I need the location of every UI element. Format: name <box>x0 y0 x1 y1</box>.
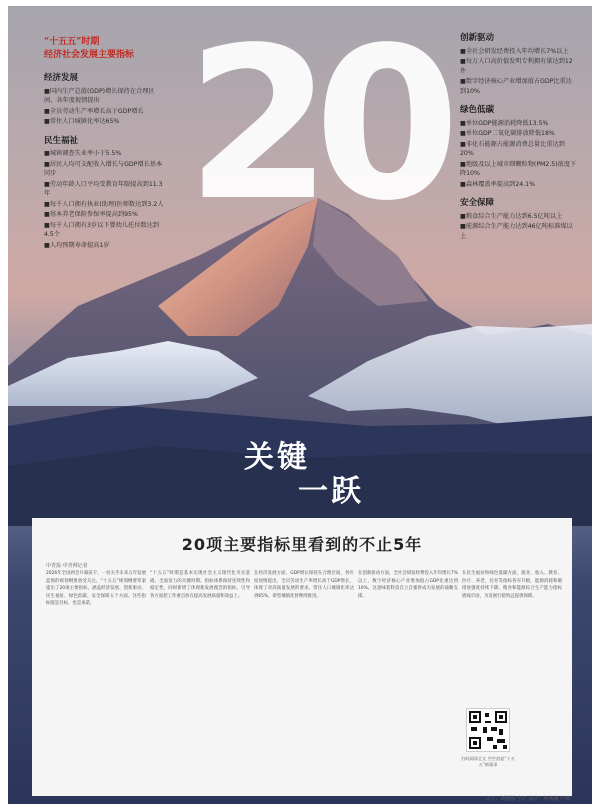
slogan-line-1: 关键 <box>244 440 310 475</box>
section-innovation <box>460 34 578 96</box>
section-green-low-carbon <box>460 106 578 189</box>
right-indicator-column <box>460 34 578 251</box>
section-title: 创新驱动 <box>460 33 495 43</box>
indicator-item: ■每千人口拥有执业(助理)医师数达到3.2人 <box>44 200 164 208</box>
article-column-3: 在经济发展方面，GDP增长保持在合理区间，各年度视情提出。全员劳动生产率增长高于GDP增长，体现了对高质量发展的要求。常住人口城镇化率达到65%，新型城镇化将继续推进。 <box>254 571 354 599</box>
indicator-item: ■单位GDP二氧化碳排放降低18% <box>460 130 555 137</box>
indicator-item: ■常住人口城镇化率达65% <box>44 118 120 125</box>
article-panel <box>32 518 572 796</box>
page-header <box>44 36 134 62</box>
indicator-item: ■居民人均可支配收入增长与GDP增长基本同步 <box>44 160 163 177</box>
indicator-item: ■全员劳动生产率增长高于GDP增长 <box>44 107 144 115</box>
indicator-item: ■森林覆盖率提高到24.1% <box>460 180 536 188</box>
credits-line: 文字：刘强强 宁江 设计：林满满 卢琦 <box>485 796 570 802</box>
qr-caption: 扫码阅读全文 空空浪起“十五五”新篇章 <box>461 756 515 767</box>
article-column-1: 2026年全国两会开幕前夕，一份关乎未来五年发展蓝图的规划纲要备受关注。“十五五”规划纲要草案提出了20项主要指标，涵盖经济发展、创新驱动、民生福祉、绿色低碳、安全保障五个方面。这些指标既是目标，也是承诺。 <box>46 571 146 607</box>
header-line-1: “十五五”时期 <box>44 37 100 47</box>
indicator-item: ■数字经济核心产业增加值占GDP比重达到10% <box>460 78 572 95</box>
indicator-item: ■劳动年龄人口平均受教育年限提高到11.3年 <box>44 180 163 197</box>
section-title: 绿色低碳 <box>460 105 495 115</box>
indicator-item: ■人均预期寿命提高1岁 <box>44 241 110 249</box>
indicator-item: ■城镇调查失业率小于5.5% <box>44 150 122 157</box>
indicator-item: ■单位GDP能源消耗降低13.5% <box>460 119 549 127</box>
indicator-item: ■能源综合生产能力达到46亿吨标准煤以上 <box>460 223 573 240</box>
section-economic-development <box>44 74 164 127</box>
article-column-4: 在创新驱动方面，全社会研发经费投入年均增长7%以上，数字经济核心产业增加值占GDP比重达到10%。这意味着科技自立自强将成为发展的战略支撑。 <box>358 571 458 599</box>
slogan-line-2: 一跃 <box>298 474 364 509</box>
indicator-item: ■每千人口拥有3岁以下婴幼儿托位数达到4.5个 <box>44 221 159 238</box>
section-title: 安全保障 <box>460 198 495 208</box>
left-indicator-column <box>44 74 164 260</box>
indicator-item: ■国内生产总值(GDP)增长保持在合理区间、各年度视情提出 <box>44 87 155 104</box>
big-number-20: 20 <box>186 6 443 247</box>
indicator-item: ■粮食综合生产能力达到6.5亿吨以上 <box>460 212 563 220</box>
header-line-2: 经济社会发展主要指标 <box>44 50 135 60</box>
section-security <box>460 199 578 241</box>
indicator-item: ■非化石能源占能源消费总量比重达到20% <box>460 140 565 157</box>
article-title: 20项主要指标里看到的不止5年 <box>181 535 423 554</box>
indicator-item: ■每万人口高价值发明专利拥有量达到12件 <box>460 58 573 75</box>
article-column-2: “十五五”时期是基本实现社会主义现代化夹实基础、全面发力的关键时期。指标体系保持连续性和稳定性，同时新增了体现新发展理念的指标，引导各方面把工作重点放在提高发展质量和效益上。 <box>150 571 250 599</box>
section-title: 民生福祉 <box>44 135 79 146</box>
indicator-item: ■地级及以上城市细颗粒物(PM2.5)浓度下降10% <box>460 160 577 177</box>
section-livelihood <box>44 137 164 251</box>
qr-code-icon[interactable] <box>466 708 510 752</box>
section-title: 经济发展 <box>44 73 79 83</box>
poster-page <box>8 6 592 804</box>
indicator-item: ■基本养老保险参保率提高到95% <box>44 211 138 218</box>
article-byline: 中青报·中青网记者 <box>46 563 88 569</box>
article-column-5: 在民生福祉和绿色低碳方面，就业、收入、教育、医疗、养老、托育等指标各有升级，能源消耗和碳排放强度持续下降。粮食和能源综合生产能力指标底线牢固，为发展行稳致远提供保障。 <box>462 571 562 599</box>
indicator-item: ■全社会研发经费投入年均增长7%以上 <box>460 47 569 55</box>
